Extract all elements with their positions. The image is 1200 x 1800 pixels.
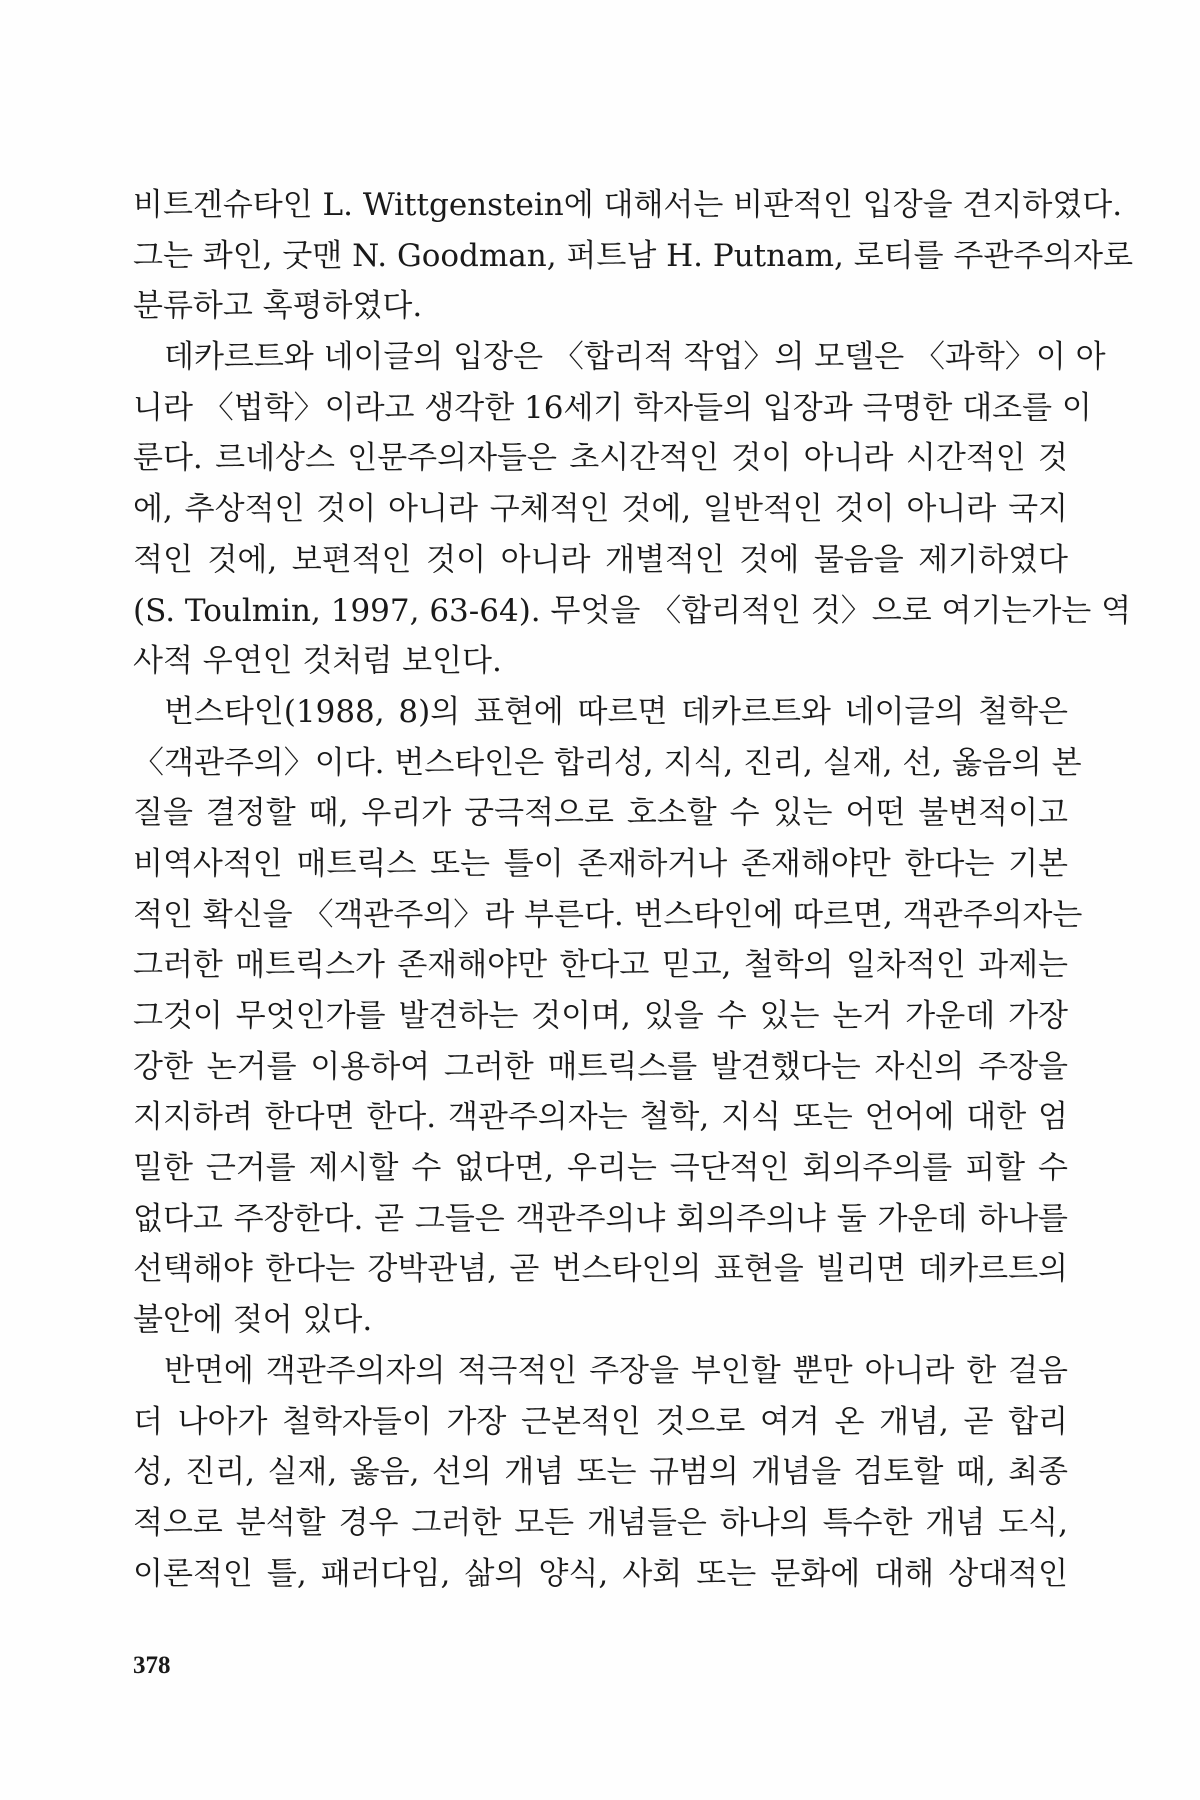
page-number: 378 (133, 1652, 171, 1679)
text-line: 그것이 무엇인가를 발견하는 것이며, 있을 수 있는 논거 가운데 가장 (133, 998, 1068, 1034)
text-line: 지지하려 한다면 한다. 객관주의자는 철학, 지식 또는 언어에 대한 엄 (133, 1099, 1068, 1136)
text-line: (S. Toulmin, 1997, 63-64). 무엇을 〈합리적인 것〉으로 여기는가는 역 (133, 592, 1132, 629)
text-line: 에, 추상적인 것이 아니라 구체적인 것에, 일반적인 것이 아니라 국지 (133, 491, 1068, 528)
text-line: 〈객관주의〉이다. 번스타인은 합리성, 지식, 진리, 실재, 선, 옳음의 본 (133, 744, 1082, 781)
text-line: 선택해야 한다는 강박관념, 곧 번스타인의 표현을 빌리면 데카르트의 (133, 1251, 1068, 1288)
text-line: 반면에 객관주의자의 적극적인 주장을 부인할 뿐만 아니라 한 걸음 (164, 1352, 1068, 1389)
text-line: 비역사적인 매트릭스 또는 틀이 존재하거나 존재해야만 한다는 기본 (133, 845, 1068, 882)
text-line: 이론적인 틀, 패러다임, 삶의 양식, 사회 또는 문화에 대해 상대적인 (133, 1555, 1068, 1592)
paragraph (133, 332, 1132, 687)
text-line: 밀한 근거를 제시할 수 없다면, 우리는 극단적인 회의주의를 피할 수 (133, 1150, 1068, 1187)
text-line: 불안에 젖어 있다. (133, 1302, 373, 1339)
text-line: 적인 것에, 보편적인 것이 아니라 개별적인 것에 물음을 제기하였다 (133, 541, 1068, 578)
text-line: 더 나아가 철학자들이 가장 근본적인 것으로 여겨 온 개념, 곧 합리 (133, 1403, 1068, 1440)
text-line: 니라 〈법학〉이라고 생각한 16세기 학자들의 입장과 극명한 대조를 이 (133, 389, 1092, 426)
text-line: 적으로 분석할 경우 그러한 모든 개념들은 하나의 특수한 개념 도식, (133, 1504, 1068, 1541)
body-text (133, 180, 1134, 1599)
text-line: 강한 논거를 이용하여 그러한 매트릭스를 발견했다는 자신의 주장을 (133, 1048, 1068, 1085)
text-line: 없다고 주장한다. 곧 그들은 객관주의냐 회의주의냐 둘 가운데 하나를 (133, 1200, 1068, 1237)
text-line: 번스타인(1988, 8)의 표현에 따르면 데카르트와 네이글의 철학은 (164, 693, 1068, 730)
paragraph (133, 1346, 1068, 1599)
text-line: 성, 진리, 실재, 옳음, 선의 개념 또는 규범의 개념을 검토할 때, 최종 (133, 1454, 1068, 1491)
text-line: 데카르트와 네이글의 입장은 〈합리적 작업〉의 모델은 〈과학〉이 아 (164, 339, 1106, 376)
paragraph (133, 687, 1083, 1346)
text-line: 룬다. 르네상스 인문주의자들은 초시간적인 것이 아니라 시간적인 것 (133, 440, 1068, 477)
text-line: 그는 콰인, 굿맨 N. Goodman, 퍼트남 H. Putnam, 로티를 주관주의자로 (133, 237, 1134, 274)
paragraph (133, 180, 1134, 332)
text-line: 그러한 매트릭스가 존재해야만 한다고 믿고, 철학의 일차적인 과제는 (133, 947, 1068, 984)
text-line: 적인 확신을 〈객관주의〉라 부른다. 번스타인에 따르면, 객관주의자는 (133, 896, 1083, 933)
text-line: 분류하고 혹평하였다. (133, 288, 423, 325)
text-line: 질을 결정할 때, 우리가 궁극적으로 호소할 수 있는 어떤 불변적이고 (133, 795, 1068, 832)
text-line: 사적 우연인 것처럼 보인다. (133, 643, 502, 680)
text-line: 비트겐슈타인 L. Wittgenstein에 대해서는 비판적인 입장을 견지하였다. (133, 187, 1123, 223)
